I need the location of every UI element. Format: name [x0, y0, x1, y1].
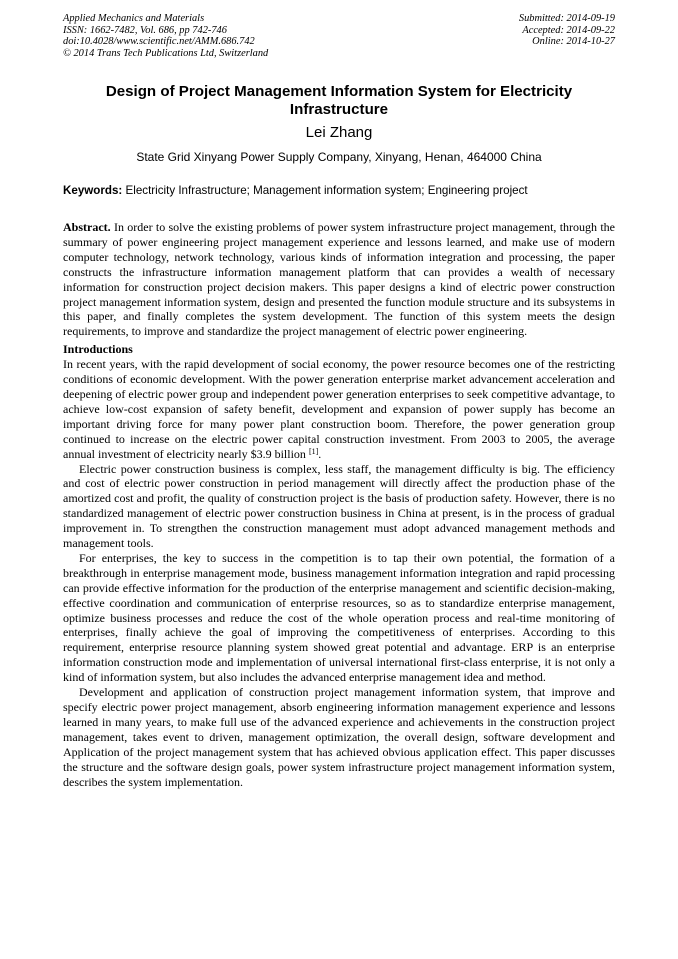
- abstract-label: Abstract.: [63, 220, 111, 234]
- publication-info: [63, 13, 268, 59]
- doi-line[interactable]: doi:10.4028/www.scientific.net/AMM.686.742: [63, 36, 255, 48]
- intro-paragraph-1: [63, 357, 615, 461]
- intro-p1-end: .: [318, 446, 322, 461]
- publication-dates: [519, 13, 615, 48]
- abstract-text: In order to solve the existing problems of power system infrastructure project management, through the summary of power engineering project management experience and lessons learned, and make use of modern computer technology, network technology, various kinds of information integration and processing, the paper constructs the infrastructure information management platform that can provides a wealth of necessary information for construction project decision makers. This paper designs a kind of electric power construction project management information system, design and presented the function module structure and its subsystems in this paper, and finally completes the system development. The function of this system meets the design requirements, to improve and standardize the project management of electric power engineering.: [63, 220, 616, 339]
- online-date: Online: 2014-10-27: [532, 36, 615, 48]
- intro-paragraph-2: Electric power construction business is complex, less staff, the management difficulty is big. The efficiency and cost of electric power construction in period management will directly affect the production phase of the amortized cost and profit, the quality of construction project is the basis of production safety. However, there is no standardized management of electric power construction business in China at present, is in the process of gradual improvement in. To strengthen the construction management must adopt advanced management methods and management tools.: [63, 461, 615, 551]
- copyright-line: © 2014 Trans Tech Publications Ltd, Switzerland: [63, 47, 269, 59]
- author-affiliation: State Grid Xinyang Power Supply Company, Xinyang, Henan, 464000 China: [136, 150, 542, 164]
- intro-paragraph-4: Development and application of construction project management information system, that improve and specify electric power project management, absorb engineering information management experience and lessons learned in many years, to make full use of the advanced experience and achievements in the construction project management, takes event to driven, management optimization, the overall design, software development and Application of the project management system that has achieved obvious application effect. This paper discusses the structure and the software design goals, power system infrastructure project management information system, describes the system implementation.: [63, 685, 615, 789]
- accepted-date: Accepted: 2014-09-22: [522, 24, 615, 36]
- citation-ref[interactable]: [1]: [308, 446, 319, 456]
- keywords-text: Electricity Infrastructure; Management information system; Engineering project: [125, 184, 528, 197]
- intro-paragraph-3: For enterprises, the key to success in the competition is to tap their own potential, the formation of a breakthrough in enterprise management mode, business management information integration and rapid processing can provide effective information for the production of the enterprise management and scientific decision-making, effective coordination and communication of enterprise resources, so as to standardize enterprise management, optimize business processes and reduce the cost of the whole operation process and real-time monitoring of enterprises, finally achieve the goal of improving the competitiveness of enterprises. According to this requirement, enterprise resource planning system showed great potential and advantage. ERP is an enterprise information construction mode and implementation of universal international first-class enterprise, it is not only a kind of information system, but also includes the advanced enterprise management idea and method.: [63, 550, 615, 685]
- keywords-label: Keywords:: [63, 184, 123, 197]
- paper-title: Design of Project Management Information System for Electricity Infrastructure: [105, 83, 573, 118]
- submitted-date: Submitted: 2014-09-19: [518, 13, 615, 24]
- keywords-line: [63, 184, 628, 198]
- abstract-paragraph: [63, 220, 615, 339]
- issn-line: ISSN: 1662-7482, Vol. 686, pp 742-746: [63, 24, 227, 36]
- author-name: Lei Zhang: [305, 124, 373, 141]
- paper-body: [63, 220, 615, 789]
- journal-name: Applied Mechanics and Materials: [63, 13, 205, 24]
- intro-p1-text: In recent years, with the rapid development of social economy, the power resource becomes one of the restricting conditions of economic development. With the power generation enterprise market advancement acceleration and deepening of electric power group and independent power generation enterprises to seek competitive advantage, to achieve low-cost expansion of safety benefit, development and expansion of power supply has become an important driving force for many power plant construction boom. Therefore, the power generation group continued to increase on the electric power capital construction investment. From 2003 to 2005, the average annual investment of electricity nearly $3.9 billion: [63, 357, 615, 461]
- introduction-heading: Introductions: [63, 342, 133, 357]
